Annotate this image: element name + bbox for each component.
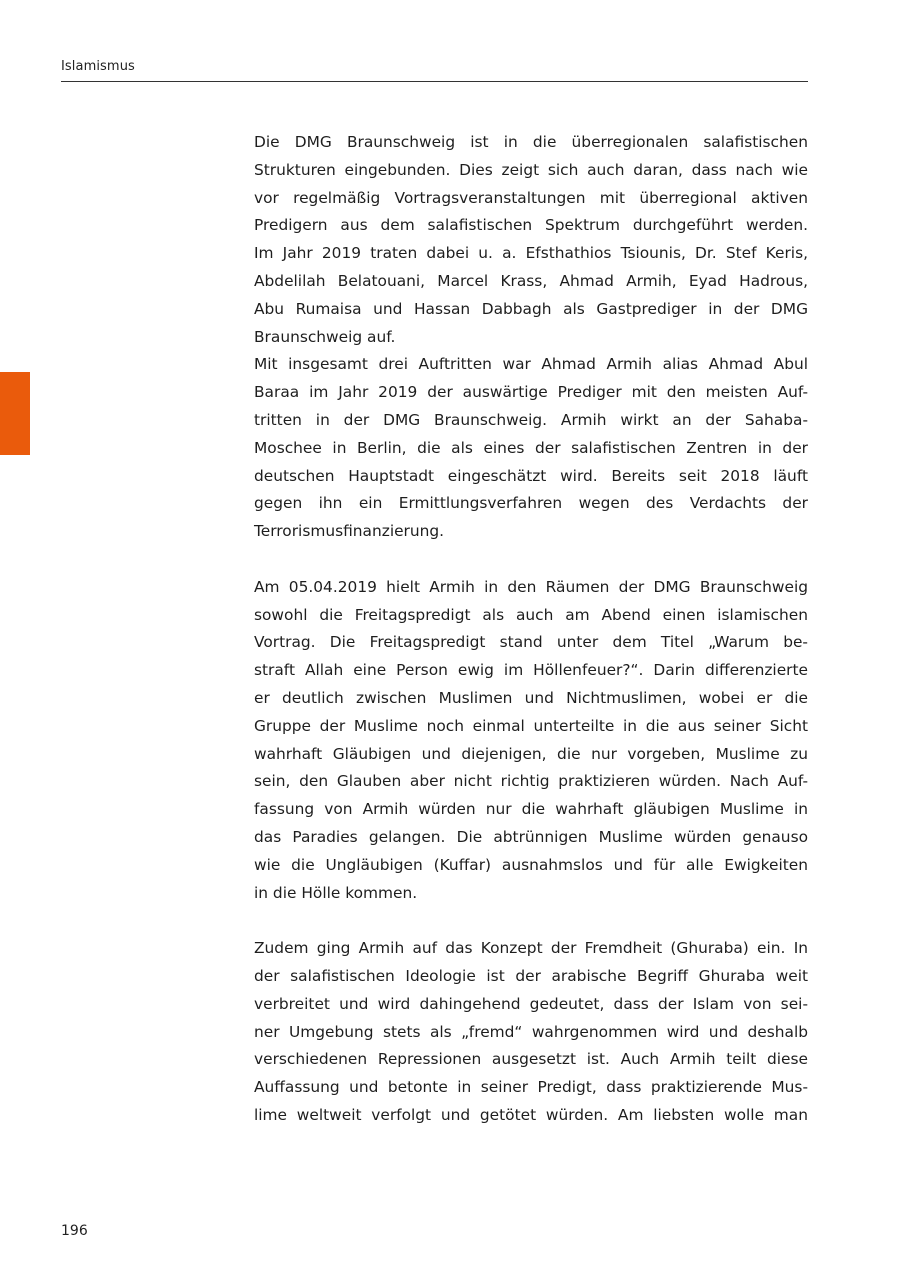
text-line: Abdelilah Belatouani, Marcel Krass, Ahmad Armih, Eyad Hadrous, — [254, 271, 808, 290]
text-line: Im Jahr 2019 traten dabei u. a. Efsthathios Tsiounis, Dr. Stef Keris, — [254, 244, 808, 263]
text-line: Die DMG Braunschweig ist in die überregionalen salafistischen — [254, 133, 808, 151]
paragraph-1 — [254, 129, 808, 351]
text-line: lime weltweit verfolgt und getötet würden. Am liebsten wolle man — [254, 1105, 808, 1124]
text-line: er deutlich zwischen Muslimen und Nichtmuslimen, wobei er die — [254, 688, 808, 707]
text-line: ner Umgebung stets als „fremd“ wahrgenommen wird und deshalb — [254, 1022, 808, 1041]
text-line: Abu Rumaisa und Hassan Dabbagh als Gastprediger in der DMG — [254, 299, 808, 318]
text-line: Mit insgesamt drei Auftritten war Ahmad Armih alias Ahmad Abul — [254, 355, 808, 374]
text-line: Am 05.04.2019 hielt Armih in den Räumen der DMG Braunschweig — [254, 577, 808, 596]
page-number: 196 — [61, 1223, 88, 1239]
text-line: deutschen Hauptstadt eingeschätzt wird. Bereits seit 2018 läuft — [254, 466, 808, 485]
text-line: verbreitet und wird dahingehend gedeutet, dass der Islam von sei- — [254, 994, 808, 1013]
text-line: Baraa im Jahr 2019 der auswärtige Prediger mit den meisten Auf- — [254, 383, 808, 402]
paragraph-spacer — [254, 546, 808, 574]
text-line: Braunschweig auf. — [254, 327, 396, 346]
text-line: Strukturen eingebunden. Dies zeigt sich auch daran, dass nach wie — [254, 160, 808, 179]
body-text — [254, 129, 808, 1130]
text-line: sowohl die Freitagspredigt als auch am Abend einen islamischen — [254, 605, 808, 624]
paragraph-4 — [254, 935, 808, 1130]
text-line: wahrhaft Gläubigen und diejenigen, die nur vorgeben, Muslime zu — [254, 744, 808, 763]
text-line: straft Allah eine Person ewig im Höllenfeuer?“. Darin differenzierte — [254, 661, 808, 680]
text-line: Zudem ging Armih auf das Konzept der Fremdheit (Ghuraba) ein. In — [254, 939, 808, 958]
text-line: Predigern aus dem salafistischen Spektrum durchgeführt werden. — [254, 216, 808, 235]
header-rule — [61, 81, 808, 82]
text-line: wie die Ungläubigen (Kuffar) ausnahmslos und für alle Ewigkeiten — [254, 855, 808, 874]
text-line: Auffassung und betonte in seiner Predigt, dass praktizierende Mus- — [254, 1078, 808, 1097]
text-line: in die Hölle kommen. — [254, 883, 418, 902]
text-line: der salafistischen Ideologie ist der arabische Begriff Ghuraba weit — [254, 966, 808, 985]
text-line: Vortrag. Die Freitagspredigt stand unter dem Titel „Warum be- — [254, 633, 808, 652]
running-head-title: Islamismus — [61, 59, 135, 74]
text-line: Gruppe der Muslime noch einmal unterteilte in die aus seiner Sicht — [254, 716, 808, 735]
text-line: fassung von Armih würden nur die wahrhaft gläubigen Muslime in — [254, 800, 808, 819]
text-line: verschiedenen Repressionen ausgesetzt ist. Auch Armih teilt diese — [254, 1050, 808, 1069]
text-line: vor regelmäßig Vortragsveranstaltungen mit überregional aktiven — [254, 188, 808, 207]
text-line: Terrorismusfinanzierung. — [254, 522, 445, 541]
paragraph-2 — [254, 351, 808, 546]
text-line: gegen ihn ein Ermittlungsverfahren wegen des Verdachts der — [254, 494, 808, 513]
paragraph-spacer — [254, 907, 808, 935]
text-line: sein, den Glauben aber nicht richtig praktizieren würden. Nach Auf- — [254, 772, 808, 791]
text-line: das Paradies gelangen. Die abtrünnigen Muslime würden genauso — [254, 827, 808, 846]
text-line: tritten in der DMG Braunschweig. Armih wirkt an der Sahaba- — [254, 410, 808, 429]
paragraph-3 — [254, 574, 808, 908]
text-line: Moschee in Berlin, die als eines der salafistischen Zentren in der — [254, 438, 808, 457]
chapter-side-tab — [0, 372, 30, 455]
